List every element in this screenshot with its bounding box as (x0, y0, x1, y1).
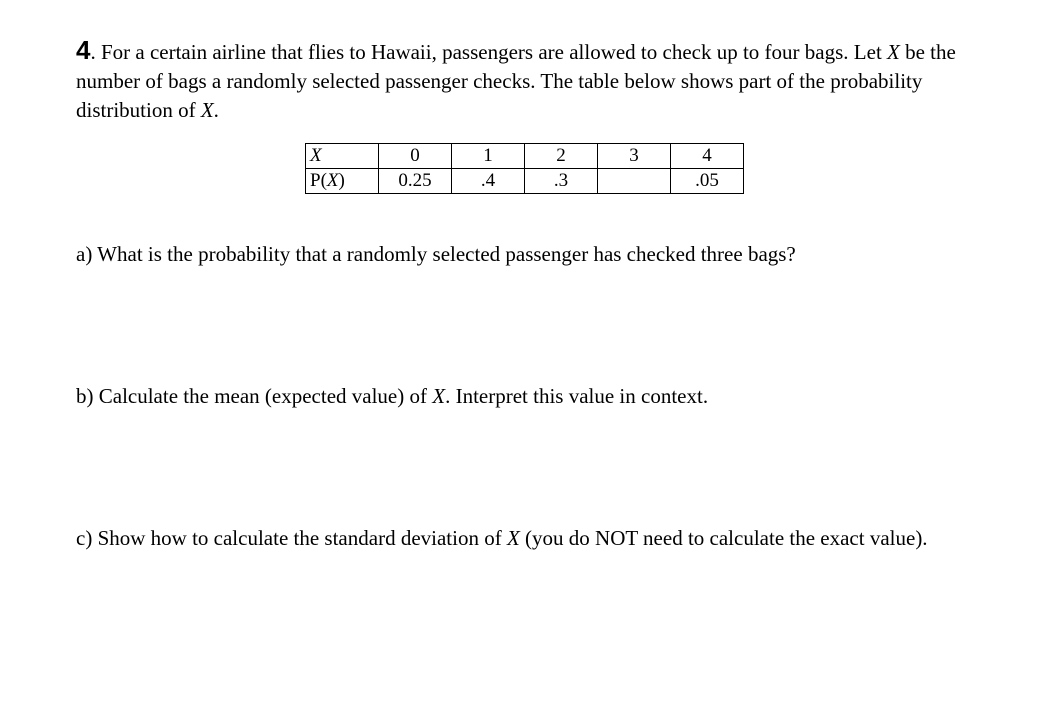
table-cell-x: 4 (671, 144, 744, 169)
question-c: c) Show how to calculate the standard deviation of X (you do NOT need to calculate the exact value). (76, 526, 928, 550)
table-cell-p-blank (598, 169, 671, 194)
question-b: b) Calculate the mean (expected value) of X. Interpret this value in context. (76, 384, 709, 408)
question-a: a) What is the probability that a randomly selected passenger has checked three bags? (76, 242, 796, 266)
table-cell-x: 0 (379, 144, 452, 169)
variable-x: X (432, 384, 446, 408)
table-row-label-px: P(X) (306, 169, 379, 194)
table-cell-p: 0.25 (379, 169, 452, 194)
problem-intro-text-1: . For a certain airline that flies to Hawaii, passengers are allowed to check up to four bags. Let (90, 40, 888, 64)
table-cell-x: 1 (452, 144, 525, 169)
table-cell-p: .05 (671, 169, 744, 194)
problem-number: 4 (76, 35, 91, 65)
problem-statement (76, 36, 976, 125)
variable-x: X (887, 40, 900, 64)
table-row-px (306, 169, 744, 194)
table-cell-x: 3 (598, 144, 671, 169)
variable-x: X (200, 98, 214, 122)
worksheet-page (76, 35, 976, 550)
table-cell-x: 2 (525, 144, 598, 169)
probability-distribution-table (305, 143, 744, 194)
variable-x: X (506, 526, 520, 550)
problem-intro-text-2: be the number of bags a randomly selected passenger checks. The table below shows part of the probability distribution of (76, 40, 956, 122)
table-cell-p: .3 (525, 169, 598, 194)
table-row-label-x: X (306, 144, 379, 169)
table-row-x (306, 144, 744, 169)
problem-intro-end: . (213, 98, 219, 122)
table-cell-p: .4 (452, 169, 525, 194)
